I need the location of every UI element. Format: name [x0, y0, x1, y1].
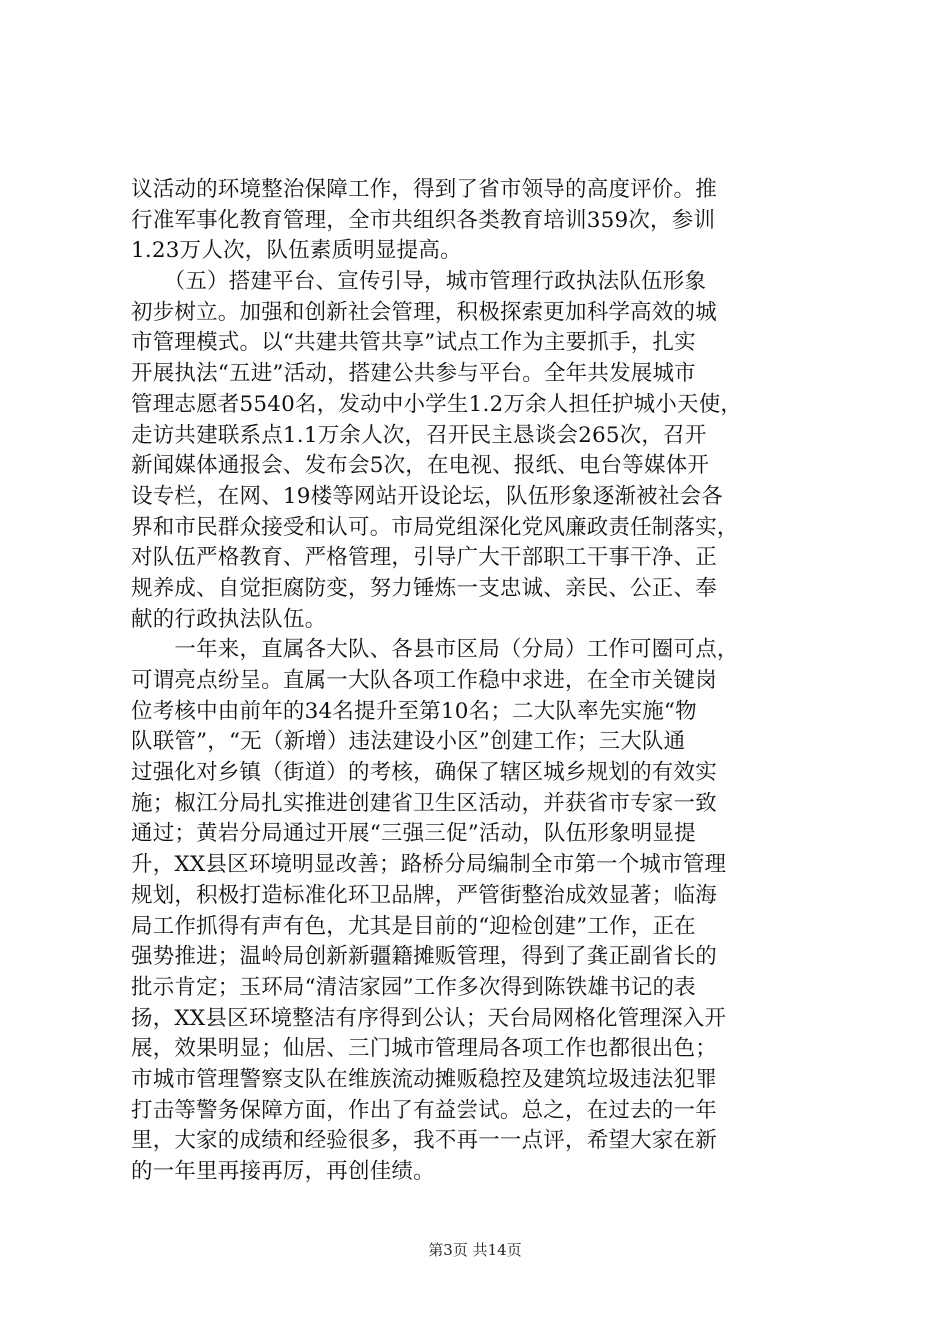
- text-line: 局工作抓得有声有色，尤其是目前的“迎检创建”工作，正在: [131, 913, 696, 939]
- text-line: 位考核中由前年的34名提升至第10名；二大队率先实施“物: [131, 698, 697, 724]
- text-line: （五）搭建平台、宣传引导，城市管理行政执法队伍形象: [131, 269, 707, 295]
- text-line: 扬，XX县区环境整洁有序得到公认；天台局网格化管理深入开: [131, 1005, 727, 1031]
- text-line: 市城市管理警察支队在维族流动摊贩稳控及建筑垃圾违法犯罪: [131, 1066, 717, 1092]
- text-line: 对队伍严格教育、严格管理，引导广大干部职工干事干净、正: [131, 545, 717, 571]
- text-line: 批示肯定；玉环局“清洁家园”工作多次得到陈铁雄书记的表: [131, 974, 696, 1000]
- text-line: 展，效果明显；仙居、三门城市管理局各项工作也都很出色；: [131, 1036, 717, 1062]
- text-line: 打击等警务保障方面，作出了有益尝试。总之，在过去的一年: [131, 1097, 717, 1123]
- text-line: 通过；黄岩分局通过开展“三强三促”活动，队伍形象明显提: [131, 821, 696, 847]
- text-line: 施；椒江分局扎实推进创建省卫生区活动，并获省市专家一致: [131, 790, 717, 816]
- text-line: 强势推进；温岭局创新新疆籍摊贩管理，得到了龚正副省长的: [131, 944, 717, 970]
- text-line: 界和市民群众接受和认可。市局党组深化党风廉政责任制落实，: [131, 514, 739, 540]
- text-line: 可谓亮点纷呈。直属一大队各项工作稳中求进，在全市关键岗: [131, 668, 717, 693]
- text-line: 议活动的环境整治保障工作，得到了省市领导的高度评价。推: [131, 177, 717, 202]
- text-line: 新闻媒体通报会、发布会5次，在电视、报纸、电台等媒体开: [131, 453, 710, 479]
- text-line: 规划，积极打造标准化环卫品牌，严管街整治成效显著；临海: [131, 882, 717, 908]
- text-line: 市管理模式。以“共建共管共享”试点工作为主要抓手，扎实: [131, 330, 696, 356]
- text-line: 设专栏，在网、19楼等网站开设论坛，队伍形象逐渐被社会各: [131, 483, 723, 509]
- text-line: 1.23万人次，队伍素质明显提高。: [131, 238, 462, 264]
- text-line: 管理志愿者5540名，发动中小学生1.2万余人担任护城小天使，: [131, 391, 743, 417]
- text-line: 的一年里再接再厉，再创佳绩。: [131, 1159, 435, 1184]
- text-line: 规养成、自觉拒腐防变，努力锤炼一支忠诚、亲民、公正、奉: [131, 575, 717, 601]
- text-line: 行准军事化教育管理，全市共组织各类教育培训359次，参训: [131, 207, 716, 233]
- text-line: 升，XX县区环境明显改善；路桥分局编制全市第一个城市管理: [131, 852, 727, 878]
- text-line: 开展执法“五进”活动，搭建公共参与平台。全年共发展城市: [131, 361, 696, 387]
- text-line: 里，大家的成绩和经验很多，我不再一一点评，希望大家在新: [131, 1128, 717, 1154]
- text-line: 走访共建联系点1.1万余人次，召开民主恳谈会265次，召开: [131, 422, 707, 448]
- text-line: 初步树立。加强和创新社会管理，积极探索更加科学高效的城: [131, 299, 717, 325]
- text-line: 队联管”，“无（新增）违法建设小区”创建工作；三大队通: [131, 729, 686, 755]
- text-line: 一年来，直属各大队、各县市区局（分局）工作可圈可点，: [131, 637, 739, 663]
- body-text: [131, 175, 823, 1188]
- text-line: 过强化对乡镇（街道）的考核，确保了辖区城乡规划的有效实: [131, 760, 717, 786]
- text-line: 献的行政执法队伍。: [131, 606, 327, 632]
- page-number-footer: 第3页 共14页: [428, 1241, 522, 1259]
